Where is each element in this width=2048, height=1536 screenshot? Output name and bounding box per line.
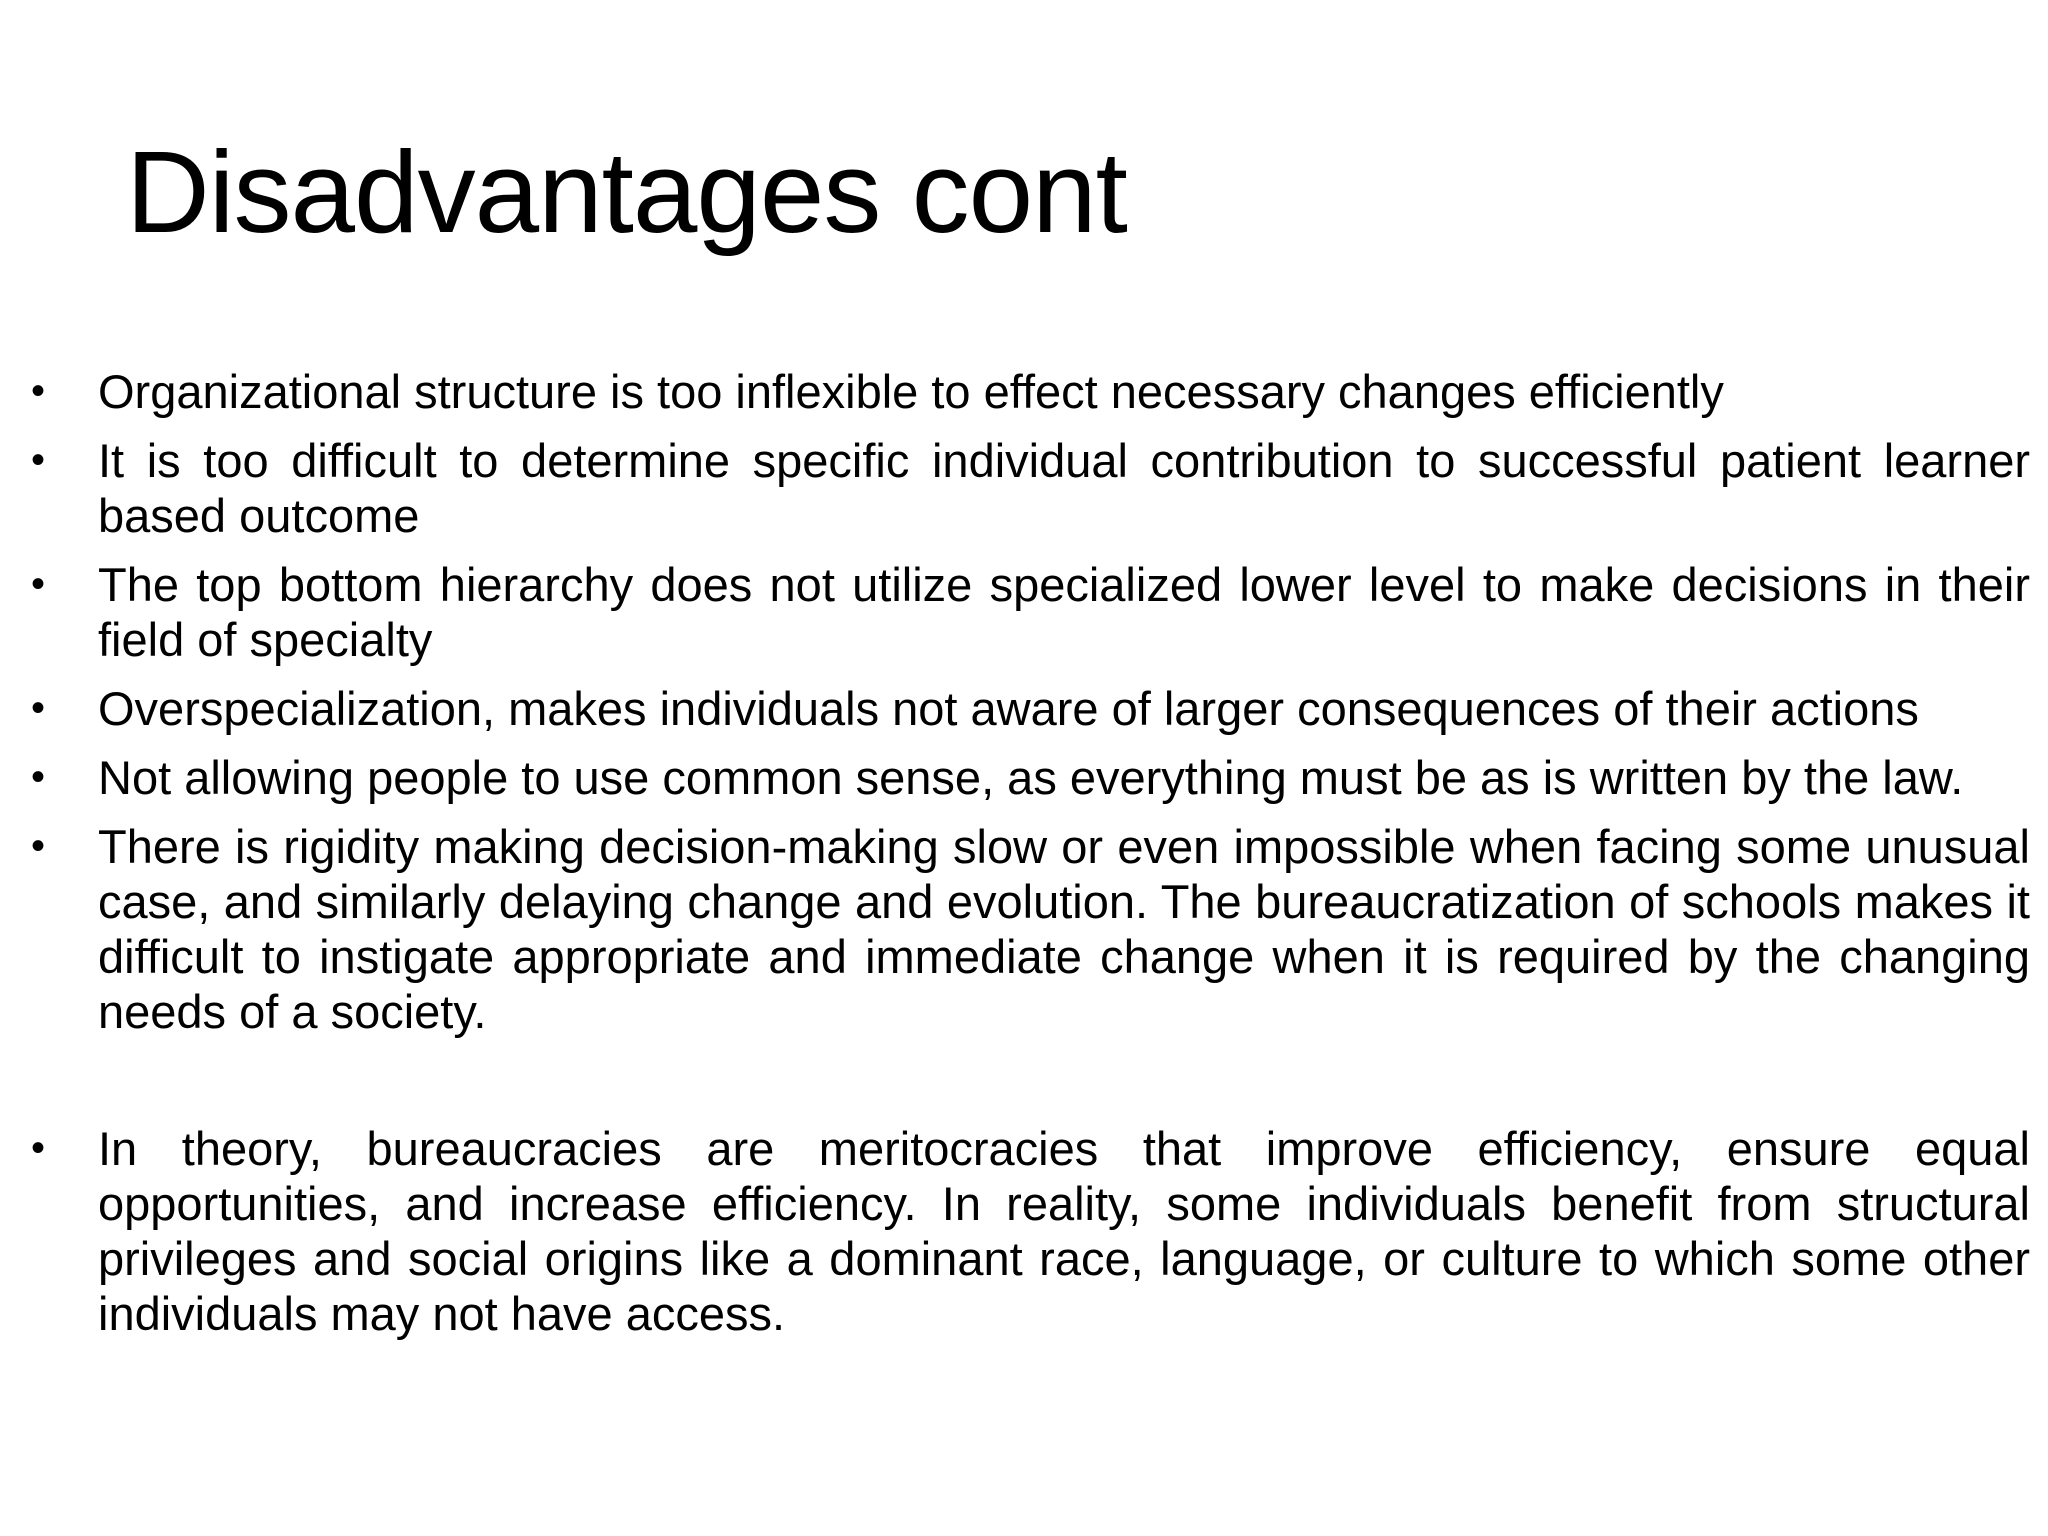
bullet-dot-icon: • bbox=[30, 438, 45, 482]
bullet-dot-icon: • bbox=[30, 1126, 45, 1170]
bullet-dot-icon: • bbox=[30, 562, 45, 606]
slide-title: Disadvantages cont bbox=[126, 127, 1127, 257]
bullet-dot-icon: • bbox=[30, 824, 45, 868]
bullet-list bbox=[0, 364, 2030, 1355]
bullet-text: There is rigidity making decision-making slow or even impossible when facing some unusual case, and similarly delaying change and evolution. The bureaucratization of schools makes it difficult to instigate appropriate and immediate change when it is required by the changing needs of a society. bbox=[98, 820, 2030, 1038]
bullet-dot-icon: • bbox=[30, 755, 45, 799]
bullet-item bbox=[0, 819, 2030, 1039]
bullet-text: In theory, bureaucracies are meritocracies that improve efficiency, ensure equal opportunities, and increase efficiency. In reality, some individuals benefit from structural privileges and social origins like a dominant race, language, or culture to which some other individuals may not have access. bbox=[98, 1122, 2030, 1340]
bullet-text: Overspecialization, makes individuals not aware of larger consequences of their actions bbox=[98, 682, 1919, 735]
bullet-text: It is too difficult to determine specific individual contribution to successful patient learner based outcome bbox=[98, 434, 2030, 542]
bullet-text: Organizational structure is too inflexible to effect necessary changes efficiently bbox=[98, 365, 1724, 418]
bullet-item bbox=[0, 681, 2030, 736]
bullet-item bbox=[0, 557, 2030, 667]
bullet-item bbox=[0, 1121, 2030, 1341]
bullet-dot-icon: • bbox=[30, 686, 45, 730]
bullet-text: The top bottom hierarchy does not utilize specialized lower level to make decisions in their field of specialty bbox=[98, 558, 2030, 666]
bullet-text: Not allowing people to use common sense, as everything must be as is written by the law. bbox=[98, 751, 1964, 804]
bullet-item bbox=[0, 750, 2030, 805]
bullet-item bbox=[0, 433, 2030, 543]
bullet-item bbox=[0, 364, 2030, 419]
bullet-dot-icon: • bbox=[30, 369, 45, 413]
